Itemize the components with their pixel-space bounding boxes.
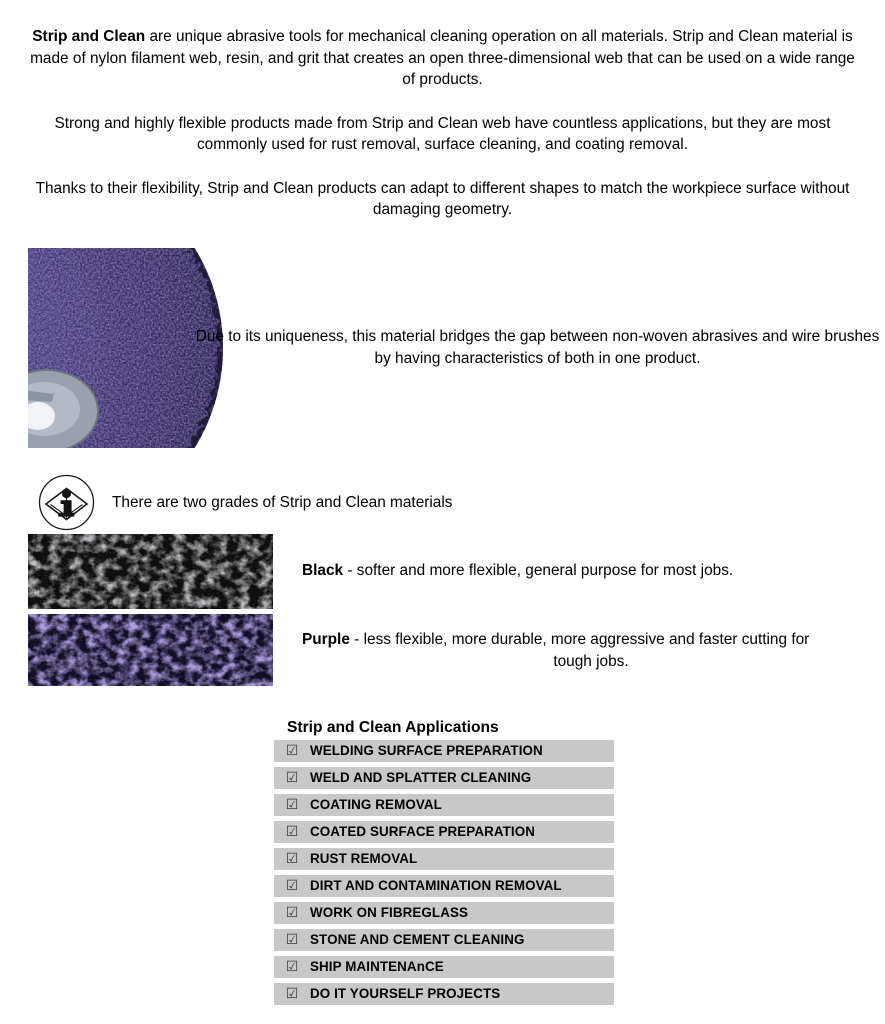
intro-paragraph-3: Thanks to their flexibility, Strip and Clean products can adapt to different shapes to match the workpiece surface without damaging geometry. (35, 179, 850, 218)
application-row[interactable] (274, 875, 614, 897)
intro-paragraph-1 (28, 26, 857, 91)
checkbox-checked-icon[interactable]: ☑ (285, 824, 299, 840)
purple-grade-text: less flexible, more durable, more aggressive and faster cutting for (363, 631, 810, 648)
black-grade-name: Black (302, 562, 344, 579)
purple-grade-separator: - (349, 631, 364, 648)
purple-grade-name: Purple (302, 631, 350, 648)
application-label: WELDING SURFACE PREPARATION (310, 743, 543, 759)
application-row[interactable] (274, 956, 614, 978)
black-grade-separator: - (343, 562, 357, 579)
intro-bold-lead: Strip and Clean (32, 28, 146, 45)
checkbox-checked-icon[interactable]: ☑ (285, 932, 299, 948)
black-material-texture (28, 534, 273, 609)
checkbox-checked-icon[interactable]: ☑ (285, 986, 299, 1002)
black-material-swatch (28, 534, 273, 609)
application-row[interactable] (274, 929, 614, 951)
application-label: DO IT YOURSELF PROJECTS (310, 986, 501, 1002)
application-row[interactable] (274, 794, 614, 816)
application-label: COATING REMOVAL (310, 797, 442, 813)
info-book-icon (38, 474, 95, 531)
application-label: WELD AND SPLATTER CLEANING (310, 770, 532, 786)
application-label: STONE AND CEMENT CLEANING (310, 932, 525, 948)
black-grade-text: softer and more flexible, general purpose for most jobs. (356, 562, 734, 579)
application-row[interactable] (274, 983, 614, 1005)
intro-paragraph-1-rest: are unique abrasive tools for mechanical cleaning operation on all materials. Strip and Clean material is made of nylon filament web, resin, and grit that creates an open three-dimensional web that can be used on a wide range of products. (30, 28, 855, 88)
applications-title: Strip and Clean Applications (287, 719, 499, 736)
application-label: WORK ON FIBREGLASS (310, 905, 469, 921)
purple-grade-description (302, 629, 880, 672)
purple-material-texture (28, 614, 273, 686)
application-row[interactable] (274, 902, 614, 924)
hero-caption: Due to its uniqueness, this material bridges the gap between non-woven abrasives and wire brushes by having characteristics of both in one product. (195, 328, 880, 367)
info-note-text: There are two grades of Strip and Clean materials (112, 493, 453, 511)
application-row[interactable] (274, 821, 614, 843)
checkbox-checked-icon[interactable]: ☑ (285, 797, 299, 813)
application-row[interactable] (274, 767, 614, 789)
checkbox-checked-icon[interactable]: ☑ (285, 959, 299, 975)
application-label: SHIP MAINTENAnCE (310, 959, 444, 975)
checkbox-checked-icon[interactable]: ☑ (285, 770, 299, 786)
info-note-row (38, 474, 452, 531)
application-label: DIRT AND CONTAMINATION REMOVAL (310, 878, 562, 894)
intro-paragraph-2: Strong and highly flexible products made from Strip and Clean web have countless applications, but they are most commonly used for rust removal, surface cleaning, and coating removal. (54, 114, 831, 153)
purple-grade-text-cont: tough jobs. (553, 652, 629, 670)
checkbox-checked-icon[interactable]: ☑ (285, 905, 299, 921)
checkbox-checked-icon[interactable]: ☑ (285, 743, 299, 759)
purple-material-swatch (28, 614, 273, 686)
application-row[interactable] (274, 740, 614, 762)
application-label: COATED SURFACE PREPARATION (310, 824, 536, 840)
black-grade-description (302, 560, 880, 582)
application-row[interactable] (274, 848, 614, 870)
applications-list (274, 740, 614, 1010)
intro-paragraphs (28, 26, 857, 221)
application-label: RUST REMOVAL (310, 851, 418, 867)
checkbox-checked-icon[interactable]: ☑ (285, 878, 299, 894)
checkbox-checked-icon[interactable]: ☑ (285, 851, 299, 867)
